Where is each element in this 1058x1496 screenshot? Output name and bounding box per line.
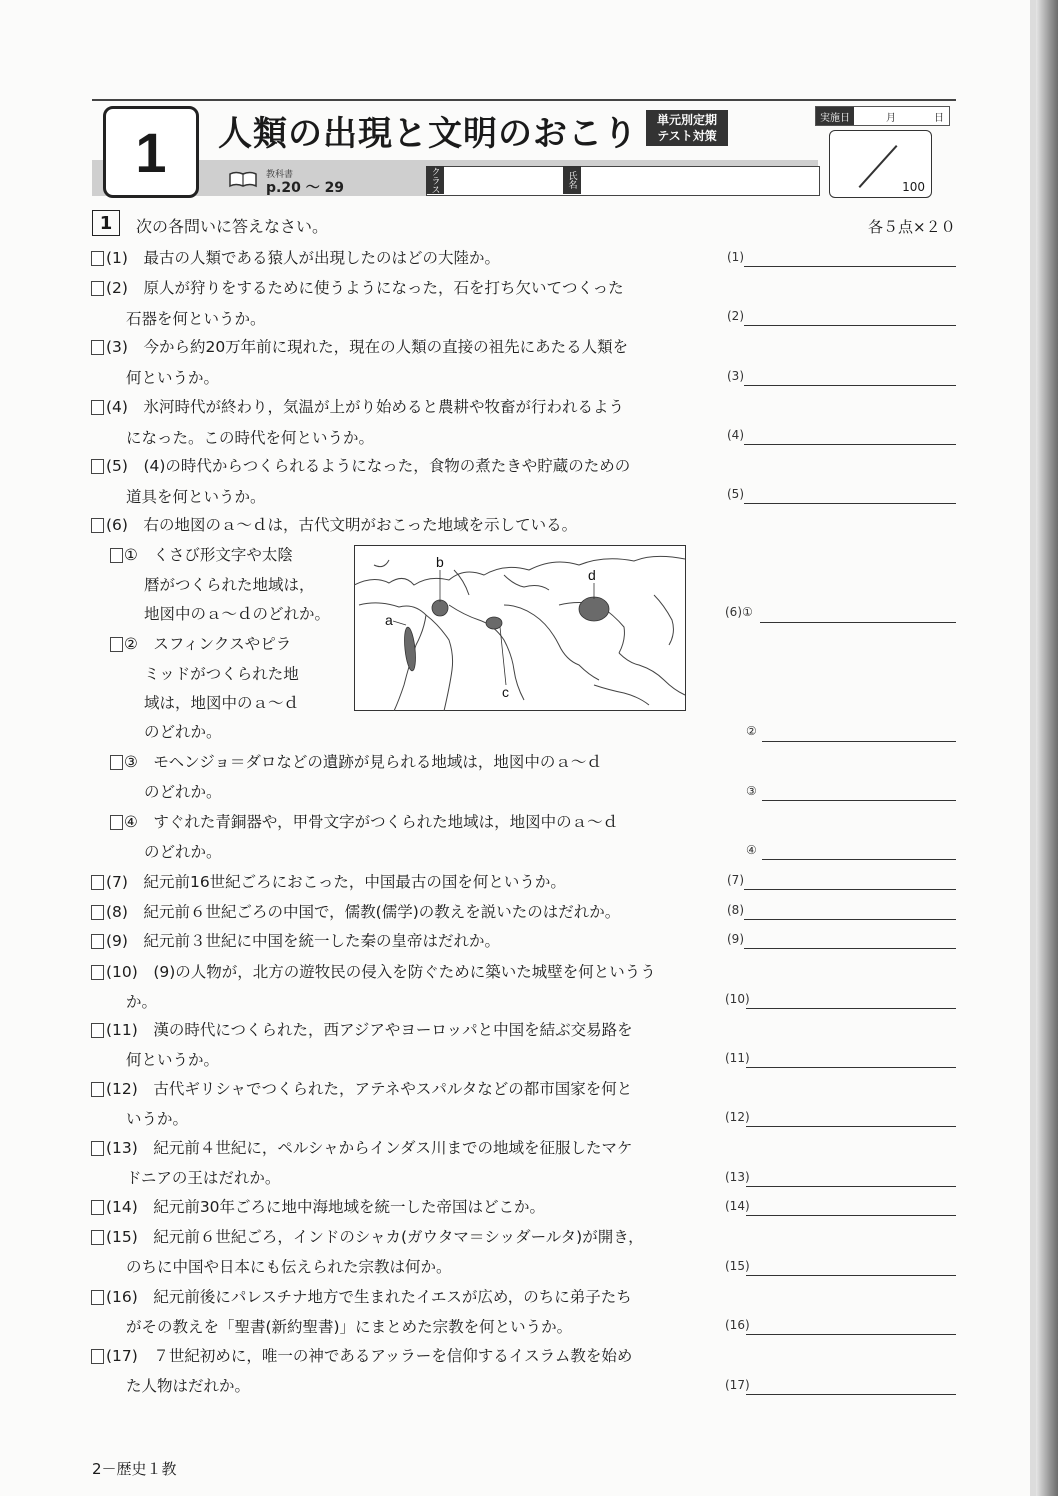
answer-line-13[interactable]: [746, 1186, 956, 1187]
question-13-line1: (13) 紀元前４世紀に，ペルシャからインダス川までの地域を征服したマケ: [106, 1139, 633, 1157]
page-footer: 2－歴史１教: [92, 1460, 177, 1478]
textbook-label: 教科書: [266, 170, 294, 180]
question-13-line2: ドニアの王はだれか。: [126, 1169, 281, 1187]
answer-label-6-3: ③: [746, 784, 757, 798]
checkbox[interactable]: [91, 1290, 104, 1305]
checkbox[interactable]: [110, 548, 123, 563]
unit-number: 1: [103, 106, 199, 198]
question-6-2-line3: 域は，地図中のａ～ｄ: [144, 694, 300, 712]
section-number: 1: [92, 210, 120, 236]
answer-label-13: (13): [725, 1170, 750, 1184]
checkbox[interactable]: [91, 905, 104, 920]
answer-line-7[interactable]: [744, 889, 956, 890]
checkbox[interactable]: [91, 400, 104, 415]
answer-line-6-2[interactable]: [762, 741, 956, 742]
checkbox[interactable]: [91, 1349, 104, 1364]
map-region-d: [579, 597, 609, 621]
map-label-c: c: [502, 684, 509, 700]
question-10-line1: (10) (9)の人物が，北方の遊牧民の侵入を防ぐために築いた城壁を何というう: [106, 963, 656, 981]
checkbox[interactable]: [91, 875, 104, 890]
answer-label-5: (5): [727, 487, 744, 501]
question-2-line1: (2) 原人が狩りをするために使うようになった，石を打ち欠いてつくった: [106, 279, 624, 297]
answer-label-8: (8): [727, 903, 744, 917]
answer-label-12: (12): [725, 1110, 750, 1124]
answer-line-15[interactable]: [746, 1275, 956, 1276]
answer-label-2: (2): [727, 309, 744, 323]
answer-line-5[interactable]: [744, 503, 956, 504]
score-max: 100: [902, 180, 925, 194]
question-3-line2: 何というか。: [126, 369, 220, 387]
answer-line-9[interactable]: [744, 948, 956, 949]
question-17-line1: (17) ７世紀初めに，唯一の神であるアッラーを信仰するイスラム教を始め: [106, 1347, 633, 1365]
question-3-line1: (3) 今から約20万年前に現れた，現在の人類の直接の祖先にあたる人類を: [106, 338, 629, 356]
answer-label-6-1: (6)①: [725, 605, 753, 619]
answer-line-8[interactable]: [744, 919, 956, 920]
answer-label-17: (17): [725, 1378, 750, 1392]
question-6-4-line2: のどれか。: [144, 843, 222, 861]
question-14-line1: (14) 紀元前30年ごろに地中海地域を統一した帝国はどこか。: [106, 1198, 546, 1216]
answer-label-10: (10): [725, 992, 750, 1006]
class-name-field[interactable]: [426, 166, 820, 196]
binding-edge: [1036, 0, 1058, 1496]
checkbox[interactable]: [91, 459, 104, 474]
checkbox[interactable]: [91, 965, 104, 980]
answer-line-14[interactable]: [746, 1215, 956, 1216]
test-tag: [646, 110, 728, 146]
test-tag-line1: 単元別定期: [656, 113, 717, 127]
date-field[interactable]: [815, 106, 950, 126]
question-16-line1: (16) 紀元前後にパレスチナ地方で生まれたイエスが広め，のちに弟子たち: [106, 1288, 632, 1306]
answer-label-11: (11): [725, 1051, 750, 1065]
question-11-line1: (11) 漢の時代につくられた，西アジアやヨーロッパと中国を結ぶ交易路を: [106, 1021, 633, 1039]
checkbox[interactable]: [91, 934, 104, 949]
map-label-a: a: [385, 612, 393, 628]
question-4-line2: になった。この時代を何というか。: [126, 429, 375, 447]
answer-line-17[interactable]: [746, 1394, 956, 1395]
answer-label-1: (1): [727, 250, 744, 264]
question-6-2-line2: ミッドがつくられた地: [144, 665, 299, 683]
class-label: クラス: [426, 166, 444, 194]
question-17-line2: た人物はだれか。: [126, 1377, 251, 1395]
checkbox[interactable]: [91, 1082, 104, 1097]
question-6-3-line2: のどれか。: [144, 783, 222, 801]
question-6-2-line4: のどれか。: [144, 723, 222, 741]
answer-label-15: (15): [725, 1259, 750, 1273]
answer-label-3: (3): [727, 369, 744, 383]
question-6-line1: (6) 右の地図のａ～ｄは，古代文明がおこった地域を示している。: [106, 516, 578, 534]
name-label: 氏名: [563, 166, 581, 194]
checkbox[interactable]: [91, 1200, 104, 1215]
answer-line-12[interactable]: [746, 1126, 956, 1127]
book-icon: [228, 170, 258, 188]
answer-line-4[interactable]: [744, 444, 956, 445]
checkbox[interactable]: [91, 518, 104, 533]
checkbox[interactable]: [91, 340, 104, 355]
question-7-line1: (7) 紀元前16世紀ごろにおこった，中国最古の国を何というか。: [106, 873, 566, 891]
score-box[interactable]: [829, 130, 932, 198]
question-6-1-line3: 地図中のａ～ｄのどれか。: [144, 605, 331, 623]
question-4-line1: (4) 氷河時代が終わり，気温が上がり始めると農耕や牧畜が行われるよう: [106, 398, 624, 416]
answer-label-9: (9): [727, 932, 744, 946]
answer-line-16[interactable]: [746, 1334, 956, 1335]
answer-line-6-3[interactable]: [762, 800, 956, 801]
day-label: 日: [934, 113, 944, 124]
map-region-b: [432, 600, 448, 616]
answer-label-4: (4): [727, 428, 744, 442]
checkbox[interactable]: [110, 755, 123, 770]
checkbox[interactable]: [91, 251, 104, 266]
answer-line-2[interactable]: [744, 325, 956, 326]
ancient-civilization-map: [354, 545, 686, 711]
answer-line-11[interactable]: [746, 1067, 956, 1068]
question-12-line2: いうか。: [126, 1110, 189, 1128]
answer-line-6-4[interactable]: [762, 859, 956, 860]
question-5-line2: 道具を何というか。: [126, 488, 266, 506]
page-title: 人類の出現と文明のおこり: [218, 114, 638, 154]
map-region-c: [486, 617, 502, 629]
section-instruction: 次の各問いに答えなさい。: [136, 217, 329, 236]
question-1-line1: (1) 最古の人類である猿人が出現したのはどの大陸か。: [106, 249, 500, 267]
answer-line-1[interactable]: [744, 266, 956, 267]
checkbox[interactable]: [110, 637, 123, 652]
textbook-pages: p.20 ～ 29: [266, 180, 345, 196]
test-tag-line2: テスト対策: [657, 129, 717, 143]
header-rule: [92, 99, 956, 101]
checkbox[interactable]: [91, 1023, 104, 1038]
question-2-line2: 石器を何というか。: [126, 310, 266, 328]
question-15-line1: (15) 紀元前６世紀ごろ，インドのシャカ(ガウタマ＝シッダールタ)が開き，: [106, 1228, 644, 1246]
answer-line-10[interactable]: [746, 1008, 956, 1009]
points-note: 各５点×２０: [868, 218, 956, 236]
question-9-line1: (9) 紀元前３世紀に中国を統一した秦の皇帝はだれか。: [106, 932, 500, 950]
question-15-line2: のちに中国や日本にも伝えられた宗教は何か。: [126, 1258, 452, 1276]
checkbox[interactable]: [110, 815, 123, 830]
question-6-3-line1: ③ モヘンジョ＝ダロなどの遺跡が見られる地域は，地図中のａ～ｄ: [124, 753, 602, 771]
month-label: 月: [886, 113, 896, 124]
question-8-line1: (8) 紀元前６世紀ごろの中国で，儒教(儒学)の教えを説いたのはだれか。: [106, 903, 621, 921]
question-12-line1: (12) 古代ギリシャでつくられた，アテネやスパルタなどの都市国家を何と: [106, 1080, 633, 1098]
question-10-line2: か。: [126, 993, 158, 1011]
map-label-d: d: [588, 567, 596, 583]
question-16-line2: がその教えを「聖書(新約聖書)」にまとめた宗教を何というか。: [126, 1318, 573, 1336]
score-slash: [859, 145, 898, 188]
question-6-1-line2: 暦がつくられた地域は，: [144, 576, 315, 594]
answer-label-7: (7): [727, 873, 744, 887]
checkbox[interactable]: [91, 281, 104, 296]
answer-line-3[interactable]: [744, 385, 956, 386]
map-label-b: b: [436, 554, 444, 570]
question-11-line2: 何というか。: [126, 1051, 220, 1069]
answer-label-6-4: ④: [746, 843, 757, 857]
answer-line-6-1[interactable]: [760, 622, 956, 623]
answer-label-6-2: ②: [746, 724, 757, 738]
question-6-4-line1: ④ すぐれた青銅器や，甲骨文字がつくられた地域は，地図中のａ～ｄ: [124, 813, 619, 831]
question-5-line1: (5) (4)の時代からつくられるようになった，食物の煮たきや貯蔵のための: [106, 457, 631, 475]
answer-label-16: (16): [725, 1318, 750, 1332]
question-6-1-line1: ① くさび形文字や太陰: [124, 546, 293, 564]
question-6-2-line1: ② スフィンクスやピラ: [124, 635, 292, 653]
answer-label-14: (14): [725, 1199, 750, 1213]
checkbox[interactable]: [91, 1141, 104, 1156]
date-label: 実施日: [816, 107, 854, 125]
checkbox[interactable]: [91, 1230, 104, 1245]
